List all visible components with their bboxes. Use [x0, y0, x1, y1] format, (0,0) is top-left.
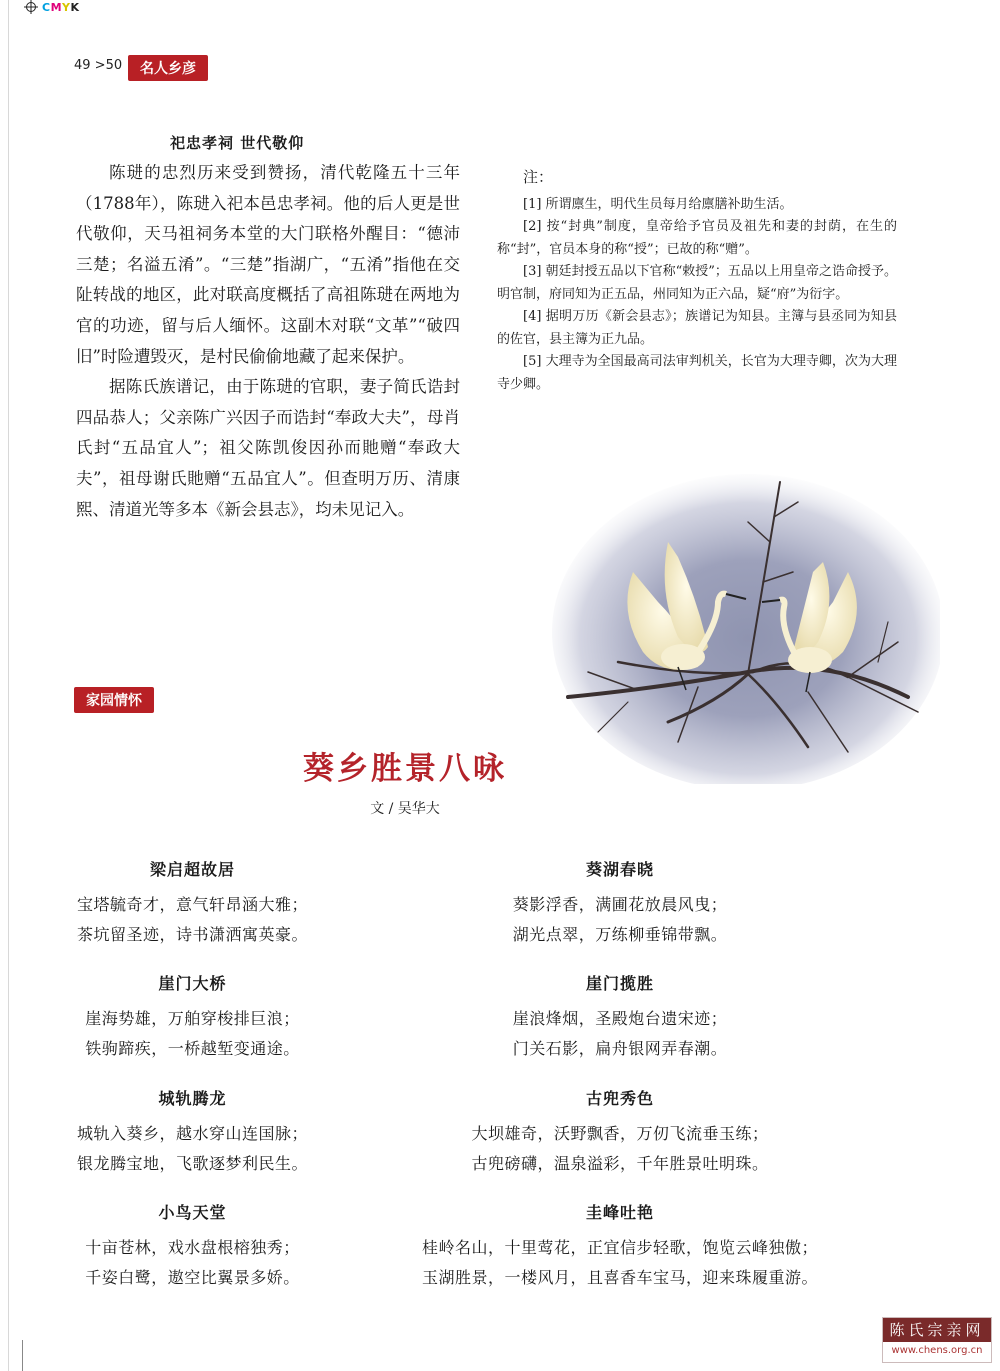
- poem-line: 十亩苍林，戏水盘根榕独秀；: [85, 1238, 300, 1257]
- footnote-item: [4] 据明万历《新会县志》；族谱记为知县。主簿与县丞同为知县的佐官，县主簿为正九品。: [497, 309, 897, 347]
- article-paragraph: 据陈氏族谱记，由于陈琎的官职，妻子简氏诰封四品恭人；父亲陈广兴因子而诰封“奉政大夫”，母肖氏封“五品宜人”；祖父陈凯俊因孙而貤赠“奉政大夫”，祖母谢氏貤赠“五品宜人”。但查明万历、清康熙、清道光等多本《新会县志》，均未见记入。: [76, 377, 460, 519]
- poem-author: 文 / 吴华大: [370, 801, 440, 817]
- poem-title: 崖门揽胜: [585, 974, 654, 993]
- poem-line: 宝塔毓奇才，意气轩昂涵大雅；: [76, 895, 308, 914]
- cmyk-m: M: [50, 0, 63, 14]
- poem-block: [60, 1200, 325, 1293]
- poem-title: 城轨腾龙: [158, 1089, 227, 1108]
- footnote-item: [3] 朝廷封授五品以下官称“敕授”；五品以上用皇帝之诰命授予。明官制，府同知为正五品，州同知为正六品，疑“府”为衍字。: [497, 264, 897, 302]
- poem-line: 崖浪烽烟，圣殿炮台遗宋迹；: [512, 1009, 728, 1028]
- poem-line: 崖海势雄，万舶穿梭排巨浪；: [85, 1009, 300, 1028]
- poem-line: 玉湖胜景，一楼风月，且喜香车宝马，迎来珠履重游。: [421, 1268, 818, 1287]
- notes-label: 注：: [523, 168, 554, 186]
- site-watermark: [882, 1317, 992, 1363]
- egret-photo: [548, 462, 940, 784]
- watermark-title: 陈氏宗亲网: [883, 1318, 991, 1342]
- cmyk-y: Y: [62, 0, 71, 14]
- poem-block: [60, 1086, 325, 1179]
- page-edge-line-bottom: [22, 1340, 23, 1371]
- page-numbers: 49 >50: [74, 58, 123, 73]
- poem-line: 城轨入葵乡，越水穿山连国脉；: [76, 1124, 308, 1143]
- poem-title: 葵湖春晓: [585, 860, 654, 879]
- poem-block: [400, 857, 840, 950]
- footnote-item: [1] 所谓廪生，明代生员每月给廪膳补助生活。: [523, 196, 793, 212]
- registration-crosshair-icon: [24, 0, 38, 14]
- poem-title: 圭峰吐艳: [585, 1203, 654, 1222]
- article-paragraph: 陈琎的忠烈历来受到赞扬，清代乾隆五十三年（1788年），陈琎入祀本邑忠孝祠。他的后人更是世代敬仰，天马祖祠务本堂的大门联格外醒目：“德沛三楚；名溢五淆”。“三楚”指湖广，“五淆”指他在交阯转战的地区，此对联高度概括了高祖陈琎在两地为官的功迹，留与后人缅怀。这副木对联“文革”“破四旧”时险遭毁灭，是村民偷偷地藏了起来保护。: [76, 163, 460, 366]
- page-edge-line: [8, 0, 9, 1371]
- cmyk-k: K: [70, 0, 80, 14]
- poem-line: 门关石影，扁舟银网弄春潮。: [512, 1039, 728, 1058]
- poem-line: 古兜磅礴，温泉溢彩，千年胜景吐明珠。: [471, 1154, 769, 1173]
- section-tag-homeland: 家园情怀: [74, 687, 154, 713]
- poem-title: 古兜秀色: [585, 1089, 654, 1108]
- poem-line: 桂岭名山，十里莺花，正宜信步轻歌，饱览云峰独傲；: [421, 1238, 818, 1257]
- poem-line: 大坝雄奇，沃野飘香，万仞飞流垂玉练；: [471, 1124, 769, 1143]
- footnote-item: [2] 按“封典”制度，皇帝给予官员及祖先和妻的封荫，在生的称“封”，官员本身的称“授”；已故的称“赠”。: [497, 219, 897, 257]
- poem-line: 湖光点翠，万练柳垂锦带飘。: [512, 925, 728, 944]
- poem-block: [60, 857, 325, 950]
- poem-title: 小鸟天堂: [158, 1203, 227, 1222]
- poem-block: [60, 971, 325, 1064]
- poem-title: 梁启超故居: [149, 860, 235, 879]
- poem-line: 千姿白鹭，遨空比翼景多娇。: [85, 1268, 300, 1287]
- article-subheading: 祀忠孝祠 世代敬仰: [170, 134, 305, 152]
- poem-block: [400, 1086, 840, 1179]
- cmyk-c: C: [42, 0, 51, 14]
- section-tag-celebrities: 名人乡彦: [128, 55, 208, 81]
- cmyk-label: [42, 1, 80, 14]
- article-body: [76, 158, 460, 525]
- watermark-url: www.chens.org.cn: [891, 1345, 983, 1356]
- footnote-item: [5] 大理寺为全国最高司法审判机关，长官为大理寺卿，次为大理寺少卿。: [497, 354, 897, 392]
- poem-line: 葵影浮香，满圃花放晨风曳；: [512, 895, 728, 914]
- print-registration-mark: [24, 0, 134, 14]
- footnotes: [497, 166, 897, 396]
- poem-line: 茶坑留圣迹，诗书潇洒寓英豪。: [76, 925, 308, 944]
- poem-line: 银龙腾宝地，飞歌逐梦利民生。: [76, 1154, 308, 1173]
- poem-title: 崖门大桥: [158, 974, 227, 993]
- poem-block: [400, 971, 840, 1064]
- poem-block: [400, 1200, 840, 1293]
- poem-collection-title: 葵乡胜景八咏: [303, 751, 507, 787]
- poem-line: 铁驹蹄疾，一桥越堑变通途。: [85, 1039, 300, 1058]
